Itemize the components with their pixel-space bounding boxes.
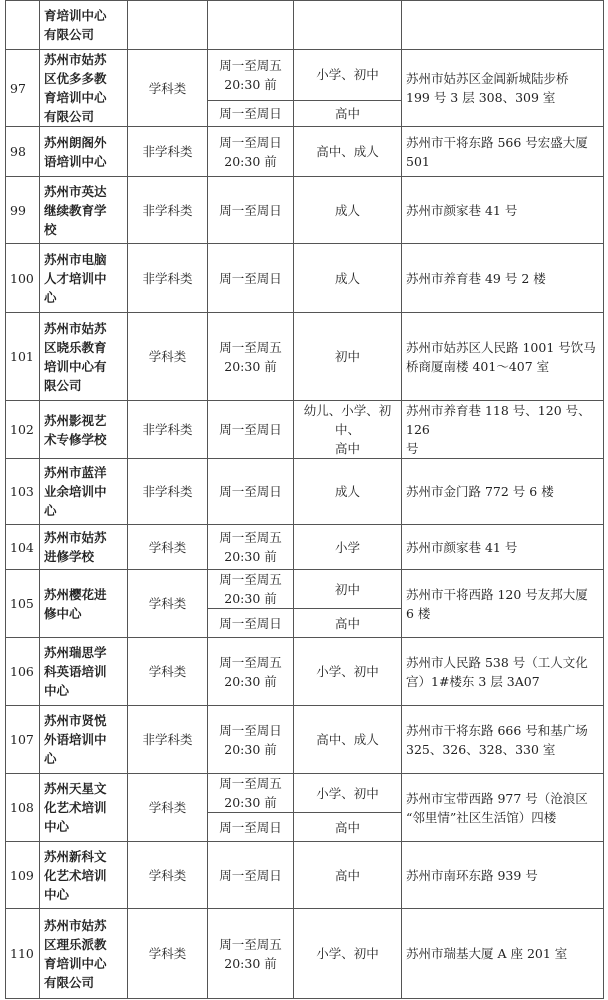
course-type: 非学科类 xyxy=(128,244,208,313)
row-number: 106 xyxy=(6,638,40,706)
schedule-time: 周一至周日 xyxy=(208,459,294,525)
address: 苏州市干将西路 120 号友邦大厦 6 楼 xyxy=(402,570,604,638)
course-type: 非学科类 xyxy=(128,177,208,244)
table-row xyxy=(6,842,604,909)
course-type: 学科类 xyxy=(128,774,208,842)
table-row xyxy=(6,177,604,244)
table-row xyxy=(6,909,604,999)
course-type: 学科类 xyxy=(128,570,208,638)
course-type: 非学科类 xyxy=(128,706,208,774)
schedule-time: 周一至周五 20:30 前 xyxy=(208,525,294,570)
course-type: 非学科类 xyxy=(128,127,208,177)
course-type: 学科类 xyxy=(128,50,208,127)
institution-name: 苏州市姑苏 区优多多教 育培训中心 有限公司 xyxy=(40,50,128,127)
schedule-time: 周一至周日 xyxy=(208,177,294,244)
course-type: 学科类 xyxy=(128,909,208,999)
address: 苏州市干将东路 666 号和基广场 325、326、328、330 室 xyxy=(402,706,604,774)
schedule-time: 周一至周五 20:30 前 xyxy=(208,774,294,813)
table-row xyxy=(6,706,604,774)
institution-name: 苏州新科文 化艺术培训 中心 xyxy=(40,842,128,909)
student-level: 高中 xyxy=(294,609,402,638)
institution-name: 苏州市英达 继续教育学 校 xyxy=(40,177,128,244)
schedule-time: 周一至周日 xyxy=(208,244,294,313)
course-type: 学科类 xyxy=(128,638,208,706)
schedule-time: 周一至周日 xyxy=(208,100,294,126)
row-number: 100 xyxy=(6,244,40,313)
student-level: 成人 xyxy=(294,177,402,244)
institution-name: 苏州市电脑 人才培训中 心 xyxy=(40,244,128,313)
student-level: 高中、成人 xyxy=(294,706,402,774)
schedule-time: 周一至周五 20:30 前 xyxy=(208,570,294,609)
address: 苏州市瑞基大厦 A 座 201 室 xyxy=(402,909,604,999)
institution-name: 苏州市贤悦 外语培训中 心 xyxy=(40,706,128,774)
table-row xyxy=(6,401,604,459)
schedule-time: 周一至周日 xyxy=(208,842,294,909)
student-level: 高中 xyxy=(294,842,402,909)
address: 苏州市颜家巷 41 号 xyxy=(402,525,604,570)
student-level: 初中 xyxy=(294,570,402,609)
institution-name: 苏州影视艺 术专修学校 xyxy=(40,401,128,459)
institution-name: 苏州瑞思学 科英语培训 中心 xyxy=(40,638,128,706)
address: 苏州市姑苏区人民路 1001 号饮马 桥商厦南楼 401～407 室 xyxy=(402,313,604,401)
table-row xyxy=(6,127,604,177)
row-number: 102 xyxy=(6,401,40,459)
row-number: 101 xyxy=(6,313,40,401)
row-number xyxy=(6,1,40,50)
student-level xyxy=(294,1,402,50)
course-type: 学科类 xyxy=(128,313,208,401)
schedule-time: 周一至周日 xyxy=(208,609,294,638)
institution-name: 苏州市蓝洋 业余培训中 心 xyxy=(40,459,128,525)
institution-name: 苏州市姑苏 区晓乐教育 培训中心有 限公司 xyxy=(40,313,128,401)
table-row xyxy=(6,570,604,609)
row-number: 97 xyxy=(6,50,40,127)
schedule-time: 周一至周五 20:30 前 xyxy=(208,50,294,101)
institution-name: 苏州市姑苏 进修学校 xyxy=(40,525,128,570)
student-level: 小学、初中 xyxy=(294,638,402,706)
table-row xyxy=(6,244,604,313)
address: 苏州市养育巷 118 号、120 号、126 号 xyxy=(402,401,604,459)
schedule-time: 周一至周日 20:30 前 xyxy=(208,706,294,774)
schedule-time: 周一至周日 20:30 前 xyxy=(208,127,294,177)
student-level: 高中 xyxy=(294,100,402,126)
row-number: 107 xyxy=(6,706,40,774)
institution-table xyxy=(5,0,604,999)
student-level: 小学、初中 xyxy=(294,909,402,999)
student-level: 高中 xyxy=(294,813,402,842)
row-number: 103 xyxy=(6,459,40,525)
table-row xyxy=(6,50,604,101)
row-number: 98 xyxy=(6,127,40,177)
student-level: 小学、初中 xyxy=(294,50,402,101)
address: 苏州市金门路 772 号 6 楼 xyxy=(402,459,604,525)
course-type: 学科类 xyxy=(128,525,208,570)
table-row xyxy=(6,525,604,570)
institution-name: 苏州市姑苏 区理乐派教 育培训中心 有限公司 xyxy=(40,909,128,999)
address xyxy=(402,1,604,50)
address: 苏州市人民路 538 号（工人文化 宫）1#楼东 3 层 3A07 xyxy=(402,638,604,706)
schedule-time xyxy=(208,1,294,50)
table-row xyxy=(6,1,604,50)
schedule-time: 周一至周日 xyxy=(208,401,294,459)
course-type xyxy=(128,1,208,50)
schedule-time: 周一至周五 20:30 前 xyxy=(208,313,294,401)
address: 苏州市宝带西路 977 号（沧浪区 “邻里情”社区生活馆）四楼 xyxy=(402,774,604,842)
course-type: 学科类 xyxy=(128,842,208,909)
row-number: 104 xyxy=(6,525,40,570)
institution-name: 苏州朗阁外 语培训中心 xyxy=(40,127,128,177)
row-number: 99 xyxy=(6,177,40,244)
student-level: 小学 xyxy=(294,525,402,570)
address: 苏州市颜家巷 41 号 xyxy=(402,177,604,244)
schedule-time: 周一至周五 20:30 前 xyxy=(208,909,294,999)
table-row xyxy=(6,459,604,525)
student-level: 初中 xyxy=(294,313,402,401)
address: 苏州市干将东路 566 号宏盛大厦 501 xyxy=(402,127,604,177)
student-level: 高中、成人 xyxy=(294,127,402,177)
institution-name: 苏州天星文 化艺术培训 中心 xyxy=(40,774,128,842)
table-row xyxy=(6,313,604,401)
table-row xyxy=(6,774,604,813)
address: 苏州市姑苏区金阊新城陆步桥 199 号 3 层 308、309 室 xyxy=(402,50,604,127)
schedule-time: 周一至周五 20:30 前 xyxy=(208,638,294,706)
address: 苏州市养育巷 49 号 2 楼 xyxy=(402,244,604,313)
course-type: 非学科类 xyxy=(128,401,208,459)
table-row xyxy=(6,638,604,706)
address: 苏州市南环东路 939 号 xyxy=(402,842,604,909)
student-level: 成人 xyxy=(294,459,402,525)
row-number: 109 xyxy=(6,842,40,909)
row-number: 108 xyxy=(6,774,40,842)
row-number: 110 xyxy=(6,909,40,999)
institution-name: 苏州樱花进 修中心 xyxy=(40,570,128,638)
row-number: 105 xyxy=(6,570,40,638)
student-level: 成人 xyxy=(294,244,402,313)
student-level: 幼儿、小学、初中、 高中 xyxy=(294,401,402,459)
student-level: 小学、初中 xyxy=(294,774,402,813)
institution-name: 育培训中心 有限公司 xyxy=(40,1,128,50)
schedule-time: 周一至周日 xyxy=(208,813,294,842)
course-type: 非学科类 xyxy=(128,459,208,525)
